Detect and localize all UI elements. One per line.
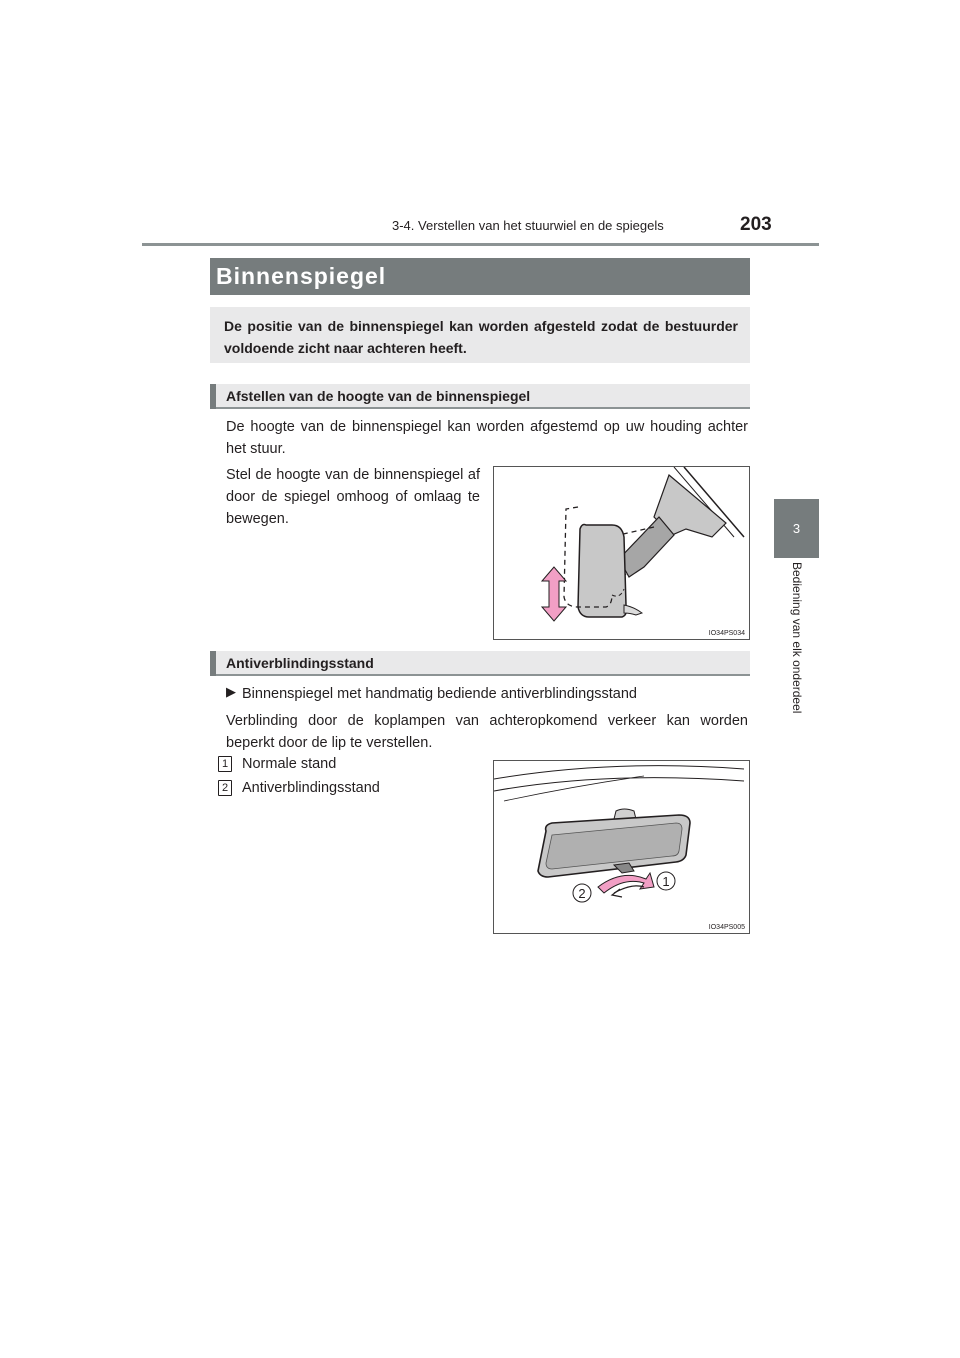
height-paragraph-1: De hoogte van de binnenspiegel kan worden afgestemd op uw houding achter het stuur. — [226, 419, 748, 457]
intro-box — [210, 307, 750, 363]
subheading-height-adjust — [210, 384, 750, 409]
list-item — [218, 780, 380, 796]
item-number-badge: 1 — [218, 756, 232, 772]
list-item — [218, 756, 337, 772]
figure-mirror-height — [493, 466, 750, 640]
anti-glare-paragraph: Verblinding door de koplampen van achteropkomend verkeer kan worden beperkt door de lip te verstellen. — [226, 713, 748, 751]
chapter-label: Bediening van elk onderdeel — [790, 562, 804, 714]
figure-anti-glare — [493, 760, 750, 934]
subheading-anti-glare — [210, 651, 750, 676]
item-number-badge: 2 — [218, 780, 232, 796]
section-title: Binnenspiegel — [210, 258, 750, 295]
callout-2: 2 — [578, 886, 586, 901]
figure-code: IO34PS005 — [708, 924, 745, 931]
chapter-number: 3 — [792, 521, 801, 536]
callout-1: 1 — [662, 874, 670, 889]
intro-text: De positie van de binnenspiegel kan worden afgesteld zodat de bestuurder voldoende zicht naar achteren heeft. — [224, 318, 738, 356]
item-label: Antiverblindingsstand — [242, 780, 380, 796]
header-rule — [142, 243, 819, 246]
item-label: Normale stand — [242, 756, 337, 772]
bullet-arrow-icon: ▶ — [226, 684, 236, 699]
subheading-anti-glare-label: Antiverblindingsstand — [226, 655, 374, 671]
page-number: 203 — [740, 214, 772, 235]
figure-code: IO34PS034 — [708, 630, 745, 637]
subheading-height-adjust-label: Afstellen van de hoogte van de binnenspiegel — [226, 388, 531, 404]
running-head: 3-4. Verstellen van het stuurwiel en de spiegels — [392, 218, 664, 233]
anti-glare-bullet: Binnenspiegel met handmatig bediende antiverblindingsstand — [242, 686, 637, 702]
height-paragraph-2: Stel de hoogte van de binnenspiegel af door de spiegel omhoog of omlaag te bewegen. — [226, 467, 480, 527]
anti-glare-illustration — [494, 761, 749, 933]
chapter-tab — [774, 499, 819, 558]
mirror-height-illustration — [494, 467, 749, 639]
